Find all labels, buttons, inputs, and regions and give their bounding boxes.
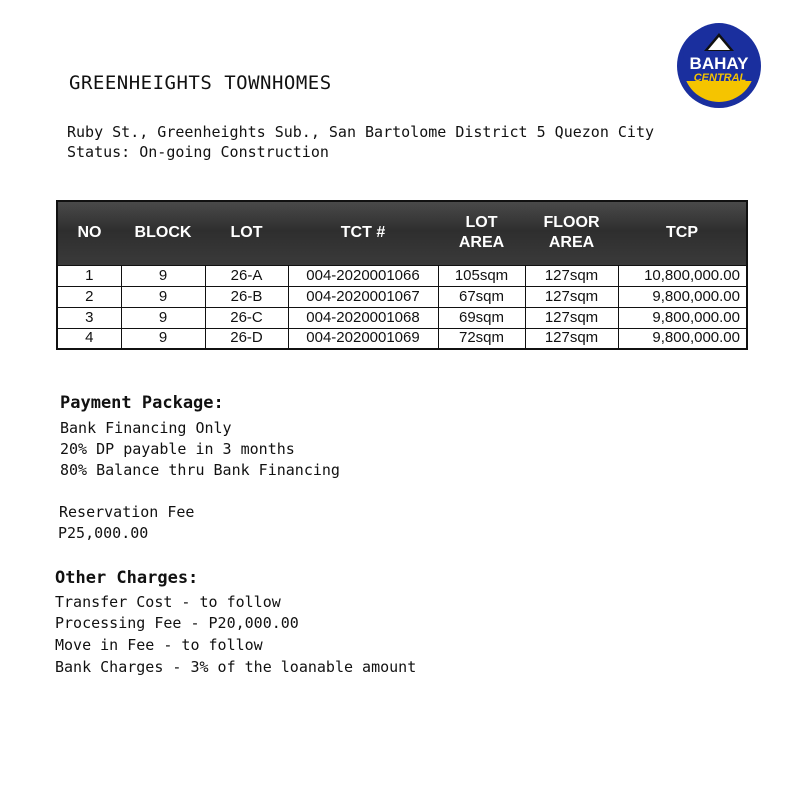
cell-tct: 004-2020001069 xyxy=(288,328,438,349)
header-block xyxy=(121,201,205,265)
lots-table xyxy=(56,200,748,350)
logo-text-top: BAHAY xyxy=(689,54,749,73)
payment-package-heading: Payment Package: xyxy=(60,393,224,413)
cell-lot-area: 105sqm xyxy=(438,265,525,286)
cell-tcp: 10,800,000.00 xyxy=(618,265,747,286)
header-label: NO xyxy=(77,224,102,242)
page-title: GREENHEIGHTS TOWNHOMES xyxy=(69,72,332,94)
cell-tct: 004-2020001068 xyxy=(288,307,438,328)
reservation-fee-value: P25,000.00 xyxy=(58,524,149,542)
table-row xyxy=(57,328,747,349)
cell-floor-area: 127sqm xyxy=(525,265,618,286)
cell-lot-area: 72sqm xyxy=(438,328,525,349)
cell-lot: 26-B xyxy=(205,286,288,307)
header-label: FLOOR xyxy=(543,214,600,232)
cell-lot-area: 67sqm xyxy=(438,286,525,307)
payment-line: 80% Balance thru Bank Financing xyxy=(60,461,340,479)
header-tct xyxy=(288,201,438,265)
status-line: Status: On-going Construction xyxy=(67,143,329,161)
address-line: Ruby St., Greenheights Sub., San Bartolome District 5 Quezon City xyxy=(67,123,654,141)
cell-block: 9 xyxy=(121,307,205,328)
table-row xyxy=(57,307,747,328)
cell-lot-area: 69sqm xyxy=(438,307,525,328)
logo-text-bottom: CENTRAL xyxy=(693,72,747,84)
table-row xyxy=(57,265,747,286)
cell-tct: 004-2020001067 xyxy=(288,286,438,307)
header-tcp xyxy=(618,201,747,265)
cell-no: 3 xyxy=(57,307,121,328)
cell-tcp: 9,800,000.00 xyxy=(618,286,747,307)
cell-no: 1 xyxy=(57,265,121,286)
header-lot xyxy=(205,201,288,265)
other-charge-line: Bank Charges - 3% of the loanable amount xyxy=(55,658,417,676)
cell-block: 9 xyxy=(121,286,205,307)
header-no xyxy=(57,201,121,265)
header-label: TCT # xyxy=(340,224,386,242)
cell-tcp: 9,800,000.00 xyxy=(618,307,747,328)
cell-lot: 26-A xyxy=(205,265,288,286)
payment-line: Bank Financing Only xyxy=(60,419,232,437)
cell-floor-area: 127sqm xyxy=(525,286,618,307)
header-label-line2: AREA xyxy=(548,234,595,252)
header-lot-area xyxy=(438,201,525,265)
reservation-fee-label: Reservation Fee xyxy=(59,503,195,521)
cell-tct: 004-2020001066 xyxy=(288,265,438,286)
other-charge-line: Move in Fee - to follow xyxy=(55,636,263,654)
cell-block: 9 xyxy=(121,265,205,286)
header-label: TCP xyxy=(666,224,698,242)
table-header-row xyxy=(57,201,747,265)
other-charges-heading: Other Charges: xyxy=(55,568,199,588)
payment-line: 20% DP payable in 3 months xyxy=(60,440,295,458)
cell-no: 2 xyxy=(57,286,121,307)
bahay-central-logo xyxy=(676,23,762,109)
cell-block: 9 xyxy=(121,328,205,349)
cell-floor-area: 127sqm xyxy=(525,328,618,349)
cell-tcp: 9,800,000.00 xyxy=(618,328,747,349)
cell-lot: 26-C xyxy=(205,307,288,328)
header-label: LOT xyxy=(230,224,263,242)
header-label-line2: AREA xyxy=(458,234,505,252)
cell-floor-area: 127sqm xyxy=(525,307,618,328)
header-label: BLOCK xyxy=(134,224,192,242)
cell-lot: 26-D xyxy=(205,328,288,349)
cell-no: 4 xyxy=(57,328,121,349)
table-row xyxy=(57,286,747,307)
header-label: LOT xyxy=(465,214,498,232)
other-charge-line: Transfer Cost - to follow xyxy=(55,593,281,611)
other-charge-line: Processing Fee - P20,000.00 xyxy=(55,614,299,632)
header-floor-area xyxy=(525,201,618,265)
